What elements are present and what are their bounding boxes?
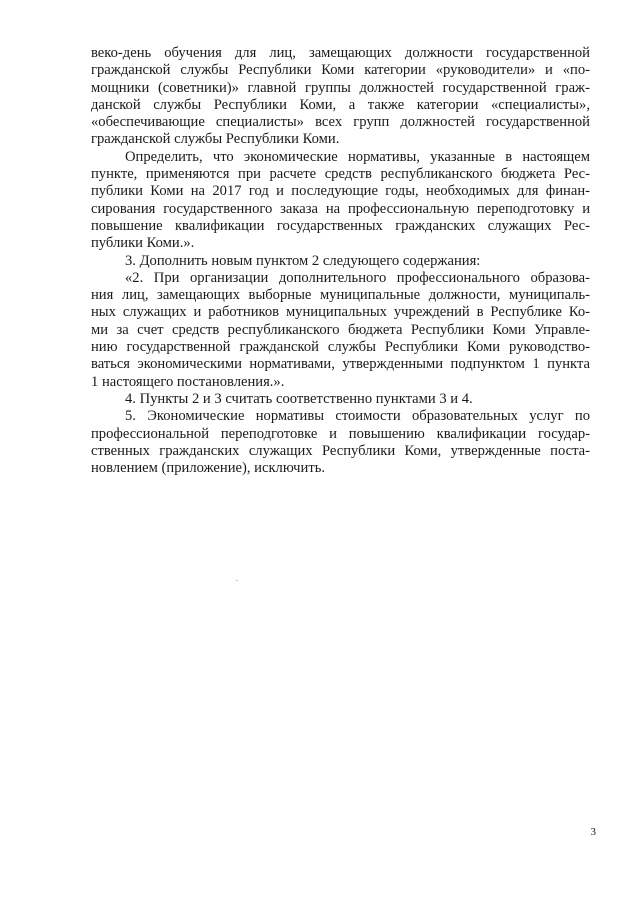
text-line: «2. При организации дополнительного профессионального образова- <box>125 269 590 286</box>
text-line: 3. Дополнить новым пунктом 2 следующего содержания: <box>125 252 481 269</box>
text-line: ния лиц, замещающих выборные муниципальные должности, муниципаль- <box>91 287 590 304</box>
text-line: Определить, что экономические нормативы, указанные в настоящем <box>125 148 590 165</box>
text-line: веко-день обучения для лиц, замещающих должности государственной <box>91 45 590 61</box>
text-line: «обеспечивающие специалисты» всех групп должностей государственной <box>91 114 590 131</box>
paragraph-normatives <box>91 149 590 253</box>
paragraph-item-3 <box>91 253 590 270</box>
text-line: пункте, применяются при расчете средств республиканского бюджета Рес- <box>91 166 590 183</box>
document-body <box>91 45 590 477</box>
text-line: ваться экономическими нормативами, утвержденными подпунктом 1 пункта <box>91 356 590 373</box>
paragraph-new-point-2 <box>91 270 590 391</box>
scan-speck <box>236 580 238 581</box>
text-line: ственных гражданских служащих Республики Коми, утвержденные поста- <box>91 442 590 459</box>
text-line: гражданской службы Республики Коми категории «руководители» и «по- <box>91 62 590 79</box>
text-line: публики Коми на 2017 год и последующие годы, необходимых для финан- <box>91 183 590 200</box>
text-line: профессиональной переподготовке и повышению квалификации государ- <box>91 425 590 442</box>
paragraph-item-5 <box>91 408 590 477</box>
page-number: 3 <box>590 826 596 838</box>
text-line: нию государственной гражданской службы Республики Коми руководство- <box>91 339 590 356</box>
text-line: повышение квалификации государственных гражданских служащих Рес- <box>91 217 590 234</box>
text-line: 5. Экономические нормативы стоимости образовательных услуг по <box>125 408 590 425</box>
text-line: мощники (советники)» главной группы должностей государственной граж- <box>91 79 590 96</box>
text-line: ми за счет средств республиканского бюджета Республики Коми Управле- <box>91 321 590 338</box>
text-line: ных служащих и работников муниципальных учреждений в Республике Ко- <box>91 304 590 321</box>
paragraph-item-4 <box>91 391 590 408</box>
text-line: гражданской службы Республики Коми. <box>91 131 340 148</box>
paragraph-continuation <box>91 45 590 149</box>
text-line: 1 настоящего постановления.». <box>91 373 285 390</box>
text-line: данской службы Республики Коми, а также категории «специалисты», <box>91 96 590 113</box>
text-line: сирования государственного заказа на профессиональную переподготовку и <box>91 200 590 217</box>
text-line: публики Коми.». <box>91 235 195 252</box>
text-line: 4. Пункты 2 и 3 считать соответственно пунктами 3 и 4. <box>125 390 473 407</box>
text-line: новлением (приложение), исключить. <box>91 460 325 477</box>
